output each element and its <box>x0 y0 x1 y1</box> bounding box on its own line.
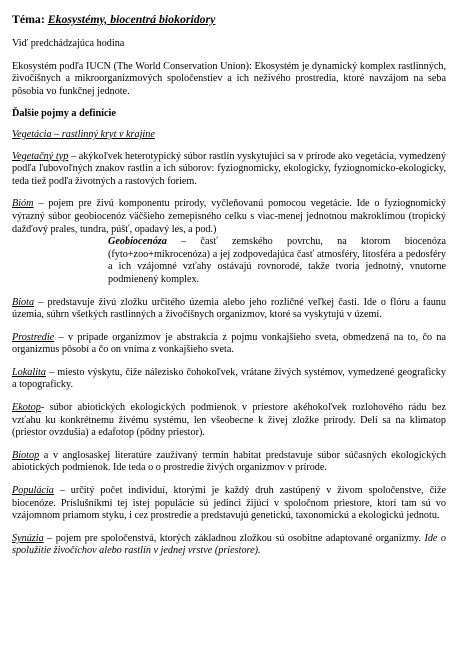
term-label: Biotop <box>12 449 40 461</box>
term-italic-text: Ide o spolužitie živočíchov alebo rastlín v jednej vrstve (priestore). <box>12 532 446 557</box>
term-text: – miesto výskytu, čiže nálezisko čohokoľvek, vrátane živých systémov, vymedzené geograficky a topograficky. <box>12 366 446 391</box>
ecosystem-definition: Ekosystém podľa IUCN (The World Conservation Union): Ekosystém je dynamický komplex rastlinných, živočíšnych a mikroorganizmových spoločenstiev a ich neživého prostredia, ktoré navzájom na seba pôsobia vo funkčnej jednote. <box>12 60 446 97</box>
definition-ekotop <box>12 402 446 440</box>
term-text: a v anglosaskej literatúre zaužívaný termín habitat predstavuje súbor súčasných ekologických abiotických podmienok. Ide teda o o prostredie živých organizmov v prírode. <box>12 449 446 474</box>
definition-lokalita <box>12 367 446 392</box>
section-heading: Ďalšie pojmy a definície <box>12 108 116 120</box>
term-label: Biota <box>12 296 35 308</box>
intro-note: Viď predchádzajúca hodina <box>12 38 125 49</box>
definition-biota <box>12 297 446 322</box>
definition-vegetacny-typ <box>12 151 446 189</box>
term-label: Vegetačný typ <box>12 150 69 162</box>
definition-populacia <box>12 485 446 523</box>
definition-prostredie <box>12 332 446 357</box>
term-text: – akýkoľvek heterotypický súbor rastlín vyskytujúci sa v prírode ako vegetácia, vymedzený podľa ľubovoľných znakov rastlín a ich súborov: fyziognomicky, ekologicky, fyziognomicko-ekologicky, teda tiež podľa životných a rastových foriem. <box>12 150 446 187</box>
term-label: Synúzia <box>12 532 44 544</box>
term-text: – pojem pre živú komponentu prírody, vyčleňovanú pomocou vegetácie. Ide o fyziognomický výrazný súbor geobiocenóz väčšieho zemepisného celku s viac-menej jednotnou makroklímou (tropický dažďový prales, tundra, púšť, opadavý les, a pod.) <box>12 198 446 235</box>
term-label: Lokalita <box>12 366 46 378</box>
term-text: – predstavuje živú zložku určitého územia alebo jeho rozličné veľkej časti. Ide o flóru a faunu územia, súhrn všetkých rastlinných a živočíšnych organizmov, ktoré sa vyskytujú v území. <box>12 296 446 321</box>
term-text: - súbor abiotických ekologických podmienok v priestore akéhokoľvek rozlohového rádu bez vzťahu ku konkrétnemu živému systému, len všeobecne k živej zložke prírody. Delí sa na klimatop (priestor ovzdušia) a edafotop (pôdny priestor). <box>12 402 446 439</box>
term-text: – časť zemského povrchu, na ktorom biocenóza (fyto+zoo+mikrocenóza) a jej zodpovedajúca časť atmosféry, litosféra a pedosféry a ich vzájomné vzťahy ostávajú rovnorodé, takže tvoria jednotný, vnutorne podmienený komplex. <box>108 236 446 285</box>
definition-biotop <box>12 450 446 475</box>
document-page <box>12 12 446 568</box>
definition-synuzia <box>12 533 446 558</box>
term-label: Geobiocenóza <box>108 236 167 248</box>
term-label: Prostredie <box>12 331 55 343</box>
definition-biom <box>12 198 446 236</box>
term-text: – v prípade organizmov je abstrakcia z pojmu vonkajšieho sveta, obmedzená na to, čo na organizmus pôsobí a čo on vníma z vonkajšieho sveta. <box>12 331 446 356</box>
term-text: – určitý počet individuí, ktorými je každý druh zastúpený v živom spoločenstve, čiže biocenóze. Príslušníkmi tej istej populácie sú jedinci žijúci v spoločnom priestore, ktorí tam sú vo vzájomnom priamom styku, i cez prostredie a predstavujú genetickú, taxonomickú a ekologickú jednotu. <box>12 485 446 522</box>
term-label: Populácia <box>12 485 54 497</box>
term-text: – pojem pre spoločenstvá, ktorých základnou zložkou sú osobitne adaptované organizmy. <box>43 532 425 544</box>
term-label: Ekotop <box>12 402 41 414</box>
title-text: Ekosystémy, biocentrá biokoridory <box>47 12 216 26</box>
term-label: Bióm <box>12 198 34 210</box>
section-subheading: Vegetácia – rastlinný kryt v krajine <box>12 128 155 140</box>
page-title <box>12 12 446 26</box>
definition-geobiocenoza <box>12 236 446 286</box>
title-label: Téma: <box>12 12 45 26</box>
